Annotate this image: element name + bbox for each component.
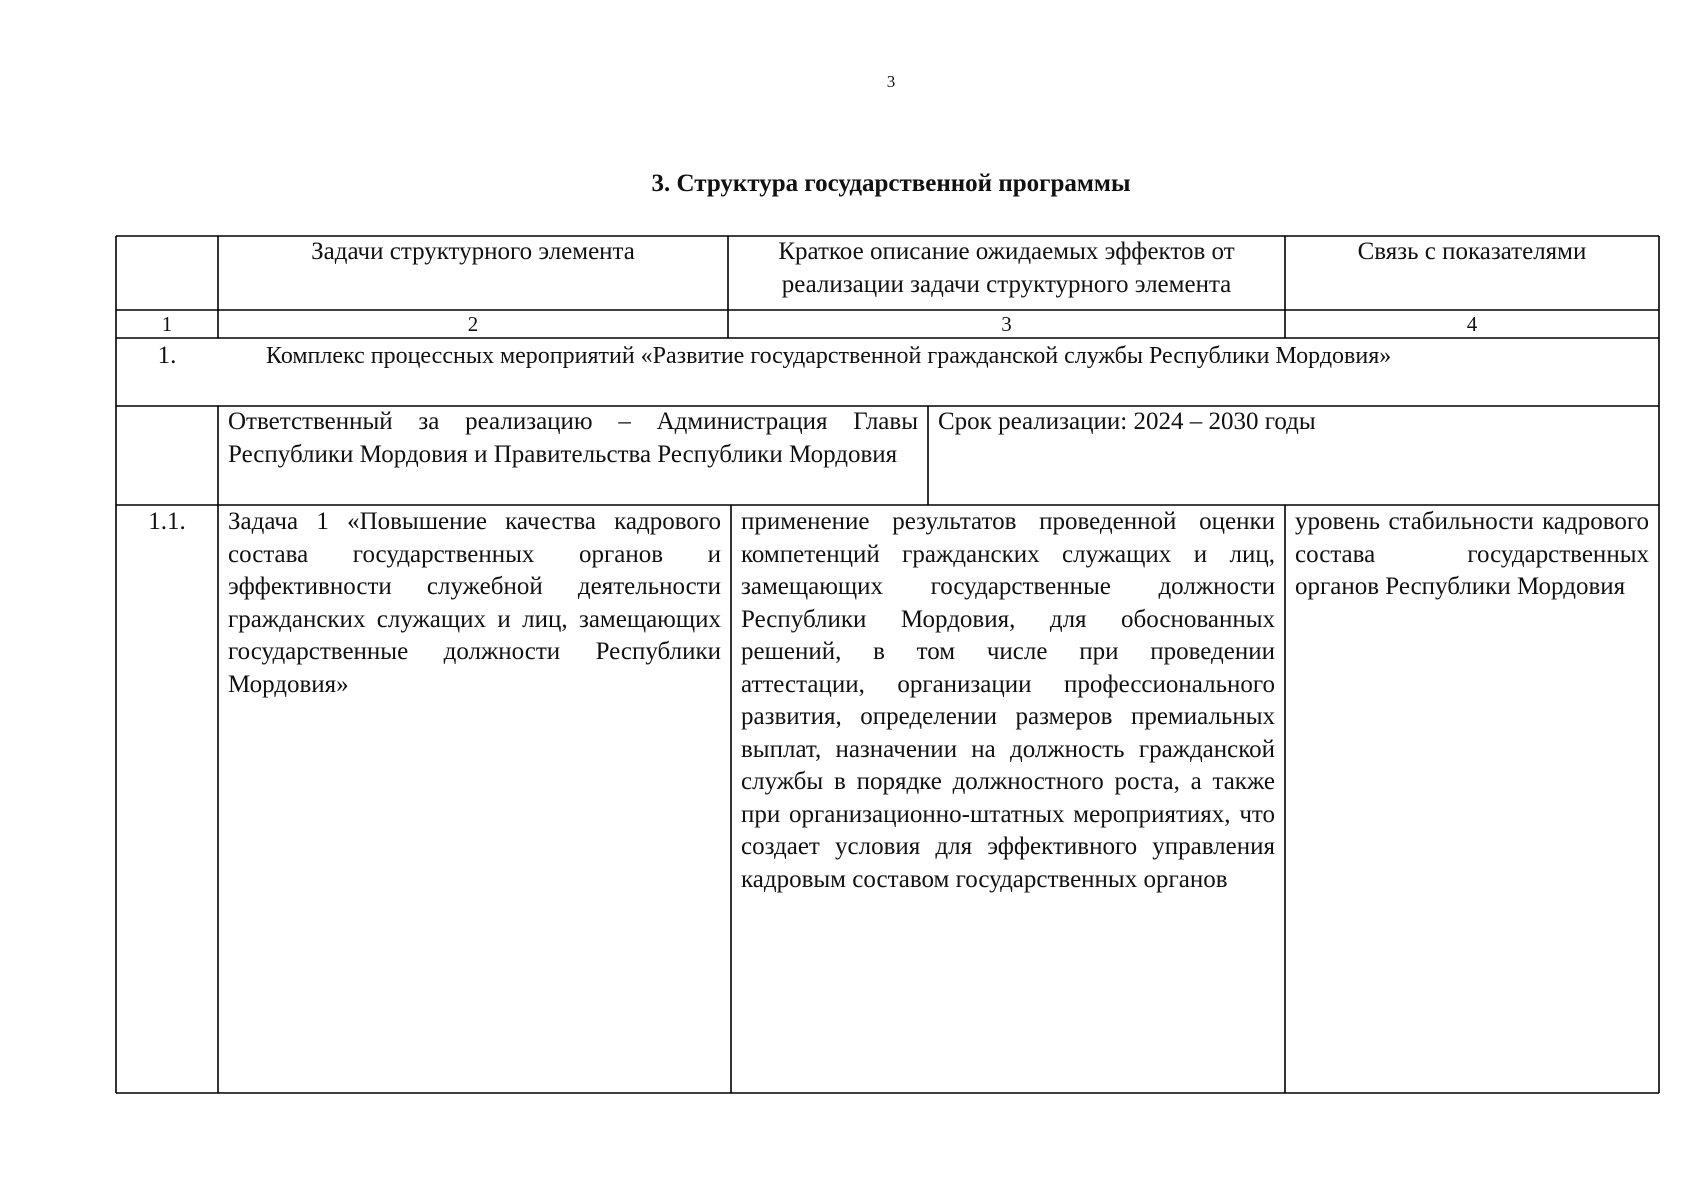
period-cell: Срок реализации: 2024 – 2030 годы [938, 408, 1316, 435]
row-number: 1.1. [148, 508, 186, 535]
indicator-cell: уровень стабильности кадрового состава государственных органов Республики Мордовия [1295, 508, 1649, 600]
task-cell: Задача 1 «Повышение качества кадрового состава государственных органов и эффективности служебной деятельности гражданских служащих и лиц, замещающих государственные должности Республики Мордовия» [228, 508, 721, 698]
section-title: 3. Структура государственной программы [651, 170, 1131, 197]
column-number-1: 1 [161, 312, 173, 336]
page-number: 3 [886, 72, 896, 91]
column-number-4: 4 [1466, 312, 1478, 336]
effect-cell: применение результатов проведенной оценки компетенций гражданских служащих и лиц, замещающих государственные должности Республики Мордовия, для обоснованных решений, в том числе при проведении аттестации, организации профессионального развития, определении размеров премиальных выплат, назначении на должность гражданской службы в порядке должностного роста, а также при организационно-штатных мероприятиях, что создает условия для эффективного управления кадровым составом государственных органов [741, 508, 1275, 893]
section-title-cell: Комплекс процессных мероприятий «Развитие государственной гражданской службы Республики Мордовия» [266, 343, 1392, 369]
column-number-2: 2 [467, 312, 479, 336]
responsible-cell: Ответственный за реализацию – Администрация Главы Республики Мордовия и Правительства Республики Мордовия [228, 408, 918, 468]
header-effects: Краткое описание ожидаемых эффектов от реализации задачи структурного элемента [778, 238, 1235, 298]
section-number: 1. [157, 342, 177, 369]
header-indicators: Связь с показателями [1357, 238, 1587, 265]
header-tasks: Задачи структурного элемента [311, 238, 635, 265]
column-number-3: 3 [1001, 312, 1012, 336]
